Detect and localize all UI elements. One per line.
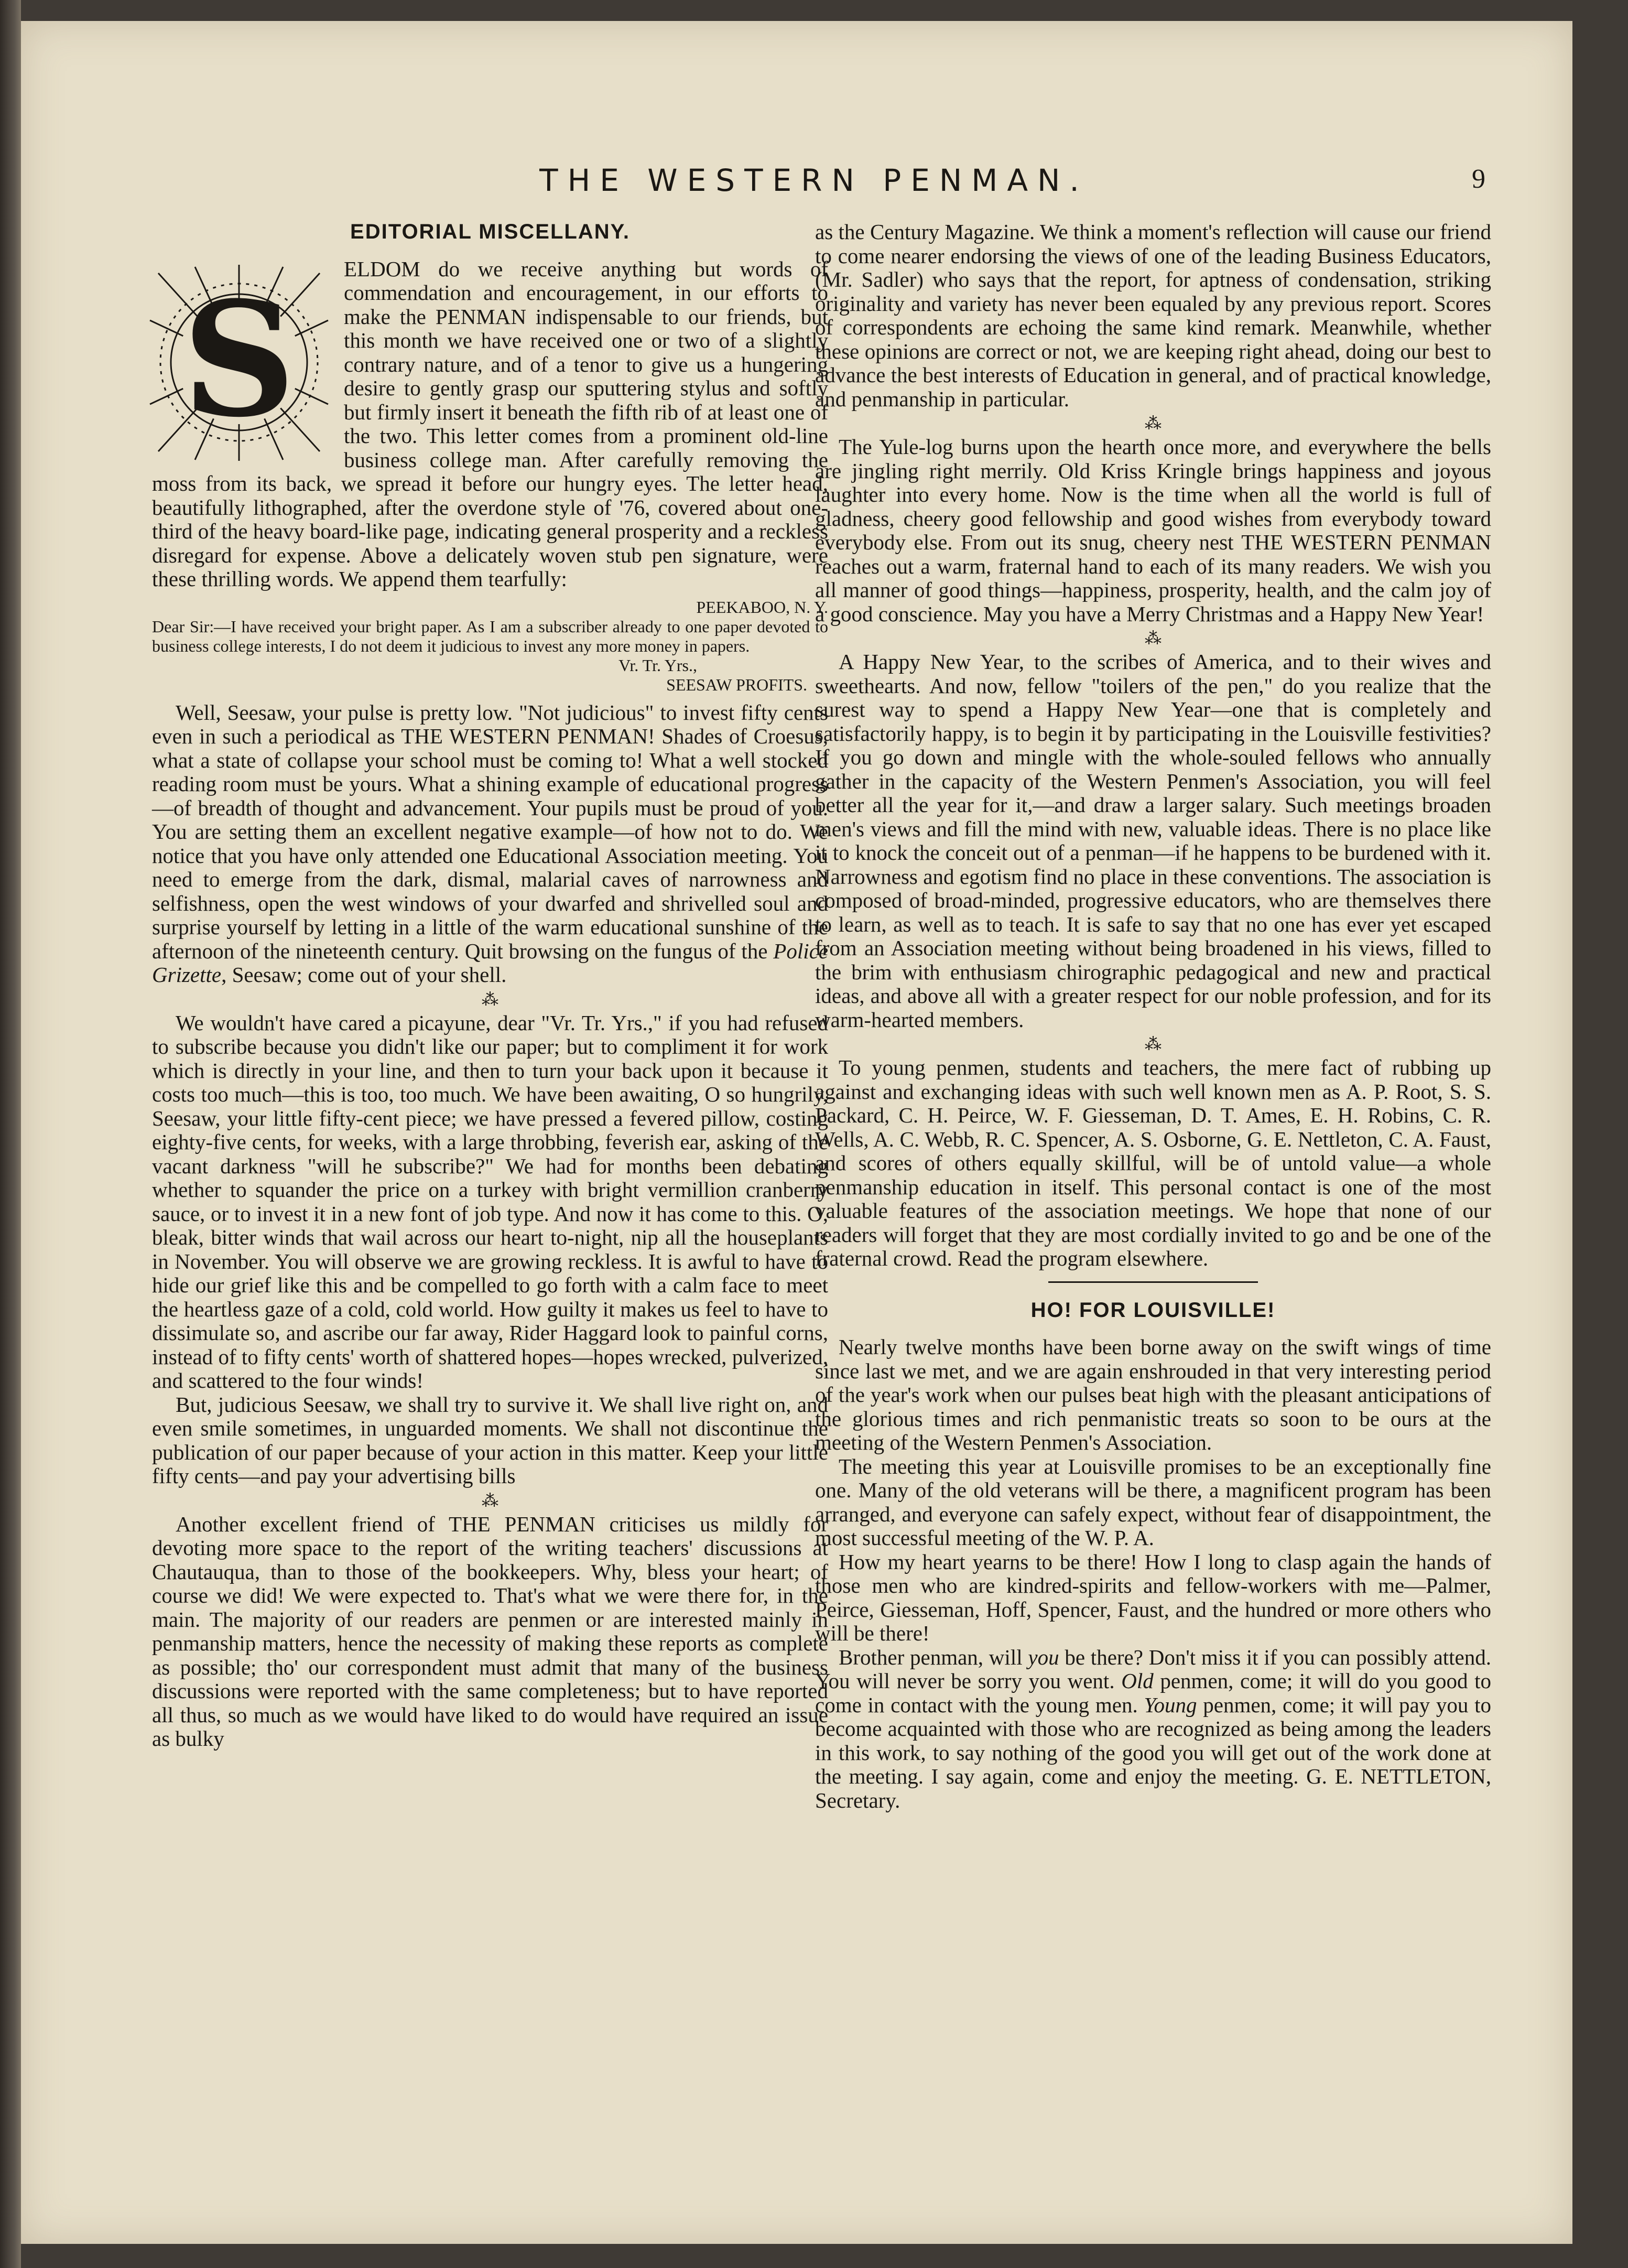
drop-cap-ornament (148, 263, 330, 462)
louisville-paragraph-1: Nearly twelve months have been borne away on the swift wings of time since last we met, and we are again enshrouded in that very interesting period of the year's work when our pulses beat high with the pleasant anticipations of the glorious times and rich penmanistic treats so soon to be ours at the meeting of the Western Penmen's Association. (815, 1335, 1491, 1454)
section-asterism: ⁂ (482, 1491, 498, 1510)
editorial-heading: EDITORIAL MISCELLANY. (350, 220, 630, 243)
page-number: 9 (1472, 164, 1485, 194)
editorial-paragraph-4: But, judicious Seesaw, we shall try to survive it. We shall live right on, and even smile sometimes, in unguarded moments. We shall not discontinue the publication of our paper because of your action in this matter. Keep your little fifty cents—and pay your advertising bills (152, 1392, 828, 1488)
editorial-paragraph-7: A Happy New Year, to the scribes of America, and to their wives and sweethearts. And now, fellow "toilers of the pen," do you realize that the surest way to spend a Happy New Year—one that is completely and satisfactorily happy, is to begin it by participating in the Louisville festivities? If you go down and mingle with the whole-souled fellows who annually gather in the capacity of the Western Penmen's Association, you will feel better all the year for it,—and draw a larger salary. Such meetings broaden men's views and fill the mind with new, valuable ideas. There is no place like it to knock the conceit out of a penman—if he happens to be burdened with it. Narrowness and egotism find no place in these conventions. The association is composed of broad-minded, progressive educators, who are themselves there to learn, as well as to teach. It is safe to say that no one has ever yet escaped from an Association meeting without being broadened in his views, filled to the brim with enthusiasm chirographic pedagogical and new and practical ideas, and above all with a greater respect for our noble profession, and for its warm-hearted members. (815, 650, 1491, 1032)
letter-closing: Vr. Tr. Yrs., (618, 655, 697, 675)
book-binding (0, 0, 21, 2268)
letter-signer: SEESAW PROFITS. (666, 675, 807, 694)
editorial-paragraph-8: To young penmen, students and teachers, the mere fact of rubbing up against and exchanging ideas with such well known men as A. P. Root, S. S. Packard, C. H. Peirce, W. F. Giesseman, D. T. Ames, E. H. Robins, C. R. Wells, A. C. Webb, R. C. Spencer, A. S. Osborne, G. E. Nettleton, C. A. Faust, and scores of others equally skillful, will be of untold value—a whole penmanship education in itself. This personal contact is one of the most valuable features of the association meetings. We hope that none of our readers will forget that they are most cordially invited to go and be one of the fraternal crowd. Read the program elsewhere. (815, 1055, 1491, 1270)
editorial-paragraph-6: The Yule-log burns upon the hearth once more, and everywhere the bells are jingling right merrily. Old Kriss Kringle brings happiness and joyous laughter into every home. Now is the time when all the world is full of gladness, cheery good fellowship and good wishes from everybody toward everybody else. From out its snug, cheery nest THE WESTERN PENMAN reaches out a warm, fraternal hand to each of its many readers. We wish you all manner of good things—happiness, prosperity, health, and the calm joy of a good conscience. May you have a Merry Christmas and a Happy New Year! (815, 435, 1491, 626)
section-asterism: ⁂ (1145, 414, 1162, 433)
louisville-heading: HO! FOR LOUISVILLE! (1030, 1298, 1276, 1322)
louisville-paragraph-3: How my heart yearns to be there! How I long to clasp again the hands of those men who are kindred-spirits and fellow-workers with me—Palmer, Peirce, Giesseman, Hoff, Spencer, Faust, and the hundred or more others who will be there! (815, 1549, 1491, 1645)
editorial-paragraph-3: We wouldn't have cared a picayune, dear "Vr. Tr. Yrs.," if you had refused to subscribe because you didn't like our paper; but to compliment it for work which is directly in your line, and then to turn your back upon it because it costs too much—this is too, too much. We have been awaiting, O so hungrily, Seesaw, your little fifty-cent piece; we have pressed a fevered pillow, costing eighty-five cents, for weeks, with a large throbbing, feverish ear, asking of the vacant darkness "will he subscribe?" We had for months been debating whether to squander the price on a turkey with bright vermillion cranberry sauce, or to invest it in a new font of job type. And now it has come to this. O, bleak, bitter winds that wail across our heart to-night, nip all the houseplants in November. You will observe we are growing reckless. It is awful to have to hide our grief like this and be compelled to go forth with a calm face to meet the heartless gaze of a cold, cold world. How guilty it makes us feel to have to dissimulate so, and ascribe our far away, Rider Haggard look to painful corns, instead of to fifty cents' worth of shattered hopes—hopes wrecked, pulverized, and scattered to the four winds! (152, 1010, 828, 1392)
editorial-paragraph-2: Well, Seesaw, your pulse is pretty low. "Not judicious" to invest fifty cents even in such a periodical as THE WESTERN PENMAN! Shades of Croesus, what a state of collapse your school must be coming to! What a well stocked reading room must be yours. What a shining example of educational progress—of breadth of thought and advancement. Your pupils must be proud of you. You are setting them an excellent negative example—of how not to do. We notice that you have only attended one Educational Association meeting. You need to emerge from the dark, dismal, malarial caves of narrowness and selfishness, open the west windows of your dwarfed and shrivelled soul and surprise yourself by letting in a little of the warm educational sunshine of the afternoon of the nineteenth century. Quit browsing on the fungus of the Police Grizette, Seesaw; come out of your shell. (152, 700, 829, 987)
left-column (152, 220, 828, 1751)
editorial-paragraph-1: ELDOM do we receive anything but words of commendation and encouragement, in our efforts to make the PENMAN indispensable to our friends, but this month we have received one or two of a slightly contrary nature, and of a tenor to give us a hungering desire to gently grasp our sputtering stylus and softly but firmly insert it beneath the fifth rib of at least one of the two. This letter comes from a prominent old-line business college man. After carefully removing the moss from its back, we spread it before our hungry eyes. The letter head, beautifully lithographed, after the overdone style of '76, covered about one-third of the heavy board-like page, indicating general prosperity and a reckless disregard for expense. Above a delicately woven stub pen signature, were these thrilling words. We append them tearfully: (152, 256, 828, 591)
louisville-paragraph-2: The meeting this year at Louisville promises to be an exceptionally fine one. Many of the old veterans will be there, a magnificent program has been arranged, and everyone can safely expect, without fear of disappointment, the most successful meeting of the W. P. A. (815, 1454, 1491, 1550)
section-asterism: ⁂ (1145, 1034, 1162, 1053)
letter-place: PEEKABOO, N. Y. (696, 597, 828, 617)
section-divider (1048, 1281, 1258, 1283)
section-asterism: ⁂ (482, 989, 498, 1009)
secretary-signature: G. E. NETTLETON, Secretary. (815, 1764, 1492, 1812)
editorial-paragraph-5: Another excellent friend of THE PENMAN criticises us mildly for devoting more space to the report of the writing teachers' discussions at Chautauqua, than to those of the bookkeepers. Why, bless your heart; of course we did! We were expected to. That's what we were there for, in the main. The majority of our readers are penmen or are interested mainly in penmanship matters, hence the necessity of making these reports as complete as possible; tho' our correspondent must admit that many of the business discussions were reported with the same completeness; but to have reported all thus, so much as we would have liked to do would have required an issue as bulky (152, 1511, 828, 1751)
masthead: THE WESTERN PENMAN. (539, 163, 1089, 198)
drop-cap-letter: S (182, 266, 296, 452)
quoted-letter (152, 598, 828, 695)
section-asterism: ⁂ (1145, 629, 1162, 647)
right-column (815, 220, 1491, 1812)
louisville-paragraph-4: Brother penman, will you be there? Don't miss it if you can possibly attend. You will never be sorry you went. Old penmen, come; it will do you good to come in contact with the young men. Young penmen, come; it will pay you to become acquainted with those who are recognized as being among the leaders in this work, to say nothing of the good you will get out of the work done at the meeting. I say again, come and enjoy the meeting. G. E. NETTLETON, Secretary. (815, 1645, 1492, 1812)
magazine-page (21, 21, 1572, 2244)
letter-body: Dear Sir:—I have received your bright paper. As I am a subscriber already to one paper devoted to business college interests, I do not deem it judicious to invest any more money in papers. (152, 617, 828, 655)
editorial-paragraph-5-continued: as the Century Magazine. We think a moment's reflection will cause our friend to come nearer endorsing the views of one of the leading Business Educators, (Mr. Sadler) who says that the report, for aptness of condensation, striking originality and variety has never been equaled by any previous report. Scores of correspondents are echoing the same kind remark. Meanwhile, whether these opinions are correct or not, we are keeping right ahead, doing our best to advance the best interests of Education in general, and of practical knowledge, and penmanship in particular. (815, 220, 1491, 411)
